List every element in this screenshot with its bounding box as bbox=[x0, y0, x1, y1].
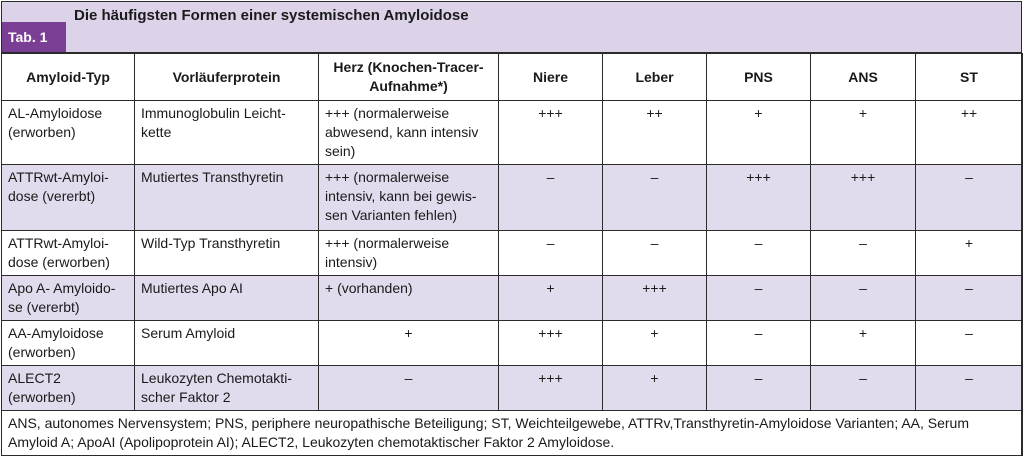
table-title: Die häufigsten Formen einer systemischen Amyloidose bbox=[74, 7, 469, 24]
cell-st: – bbox=[916, 321, 1023, 366]
cell-ans: – bbox=[811, 231, 916, 276]
cell-pns: +++ bbox=[707, 165, 811, 231]
cell-st: + bbox=[916, 231, 1023, 276]
cell-herz: +++ (normalerweise intensiv) bbox=[319, 231, 499, 276]
cell-niere: +++ bbox=[499, 321, 603, 366]
cell-st: – bbox=[916, 366, 1023, 411]
cell-herz: +++ (normalerweise intensiv, kann bei gewis-sen Varianten fehlen) bbox=[319, 165, 499, 231]
table-footnote: ANS, autonomes Nervensystem; PNS, periphere neuropathische Beteiligung; ST, Weichteilgewebe, ATTRv,Transthyretin-Amyloidose Varianten; AA, Serum Amyloid A; ApoAI (Apolipoprotein AI); ALECT2, Leukozyten chemotaktischer Faktor 2 Amyloidose. bbox=[2, 411, 1023, 456]
header-niere: Niere bbox=[499, 54, 603, 101]
header-leber: Leber bbox=[603, 54, 707, 101]
cell-vorlaeuferprotein: Leukozyten Chemotakti-scher Faktor 2 bbox=[135, 366, 319, 411]
cell-amyloid-typ: ATTRwt-Amyloi-dose (erworben) bbox=[2, 231, 135, 276]
cell-amyloid-typ: ATTRwt-Amyloi-dose (vererbt) bbox=[2, 165, 135, 231]
cell-ans: – bbox=[811, 366, 916, 411]
cell-amyloid-typ: ALECT2 (erworben) bbox=[2, 366, 135, 411]
cell-leber: – bbox=[603, 231, 707, 276]
cell-herz: – bbox=[319, 366, 499, 411]
cell-niere: – bbox=[499, 165, 603, 231]
cell-herz: +++ (normalerweise abwesend, kann intensiv sein) bbox=[319, 101, 499, 165]
cell-leber: + bbox=[603, 366, 707, 411]
cell-vorlaeuferprotein: Serum Amyloid bbox=[135, 321, 319, 366]
cell-vorlaeuferprotein: Mutiertes Transthyretin bbox=[135, 165, 319, 231]
cell-ans: + bbox=[811, 321, 916, 366]
cell-ans: – bbox=[811, 276, 916, 321]
table-frame bbox=[1, 1, 1022, 456]
cell-ans: +++ bbox=[811, 165, 916, 231]
header-pns: PNS bbox=[707, 54, 811, 101]
cell-amyloid-typ: AA-Amyloidose (erworben) bbox=[2, 321, 135, 366]
cell-leber: – bbox=[603, 165, 707, 231]
header-amyloid-typ: Amyloid-Typ bbox=[2, 54, 135, 101]
cell-herz: + bbox=[319, 321, 499, 366]
cell-niere: + bbox=[499, 276, 603, 321]
cell-leber: ++ bbox=[603, 101, 707, 165]
cell-vorlaeuferprotein: Mutiertes Apo AI bbox=[135, 276, 319, 321]
header-herz: Herz (Knochen-Tracer- Aufnahme*) bbox=[319, 54, 499, 101]
cell-pns: – bbox=[707, 321, 811, 366]
cell-pns: – bbox=[707, 276, 811, 321]
cell-st: – bbox=[916, 276, 1023, 321]
cell-vorlaeuferprotein: Wild-Typ Transthyretin bbox=[135, 231, 319, 276]
cell-niere: +++ bbox=[499, 366, 603, 411]
cell-pns: – bbox=[707, 231, 811, 276]
cell-herz: + (vorhanden) bbox=[319, 276, 499, 321]
cell-niere: +++ bbox=[499, 101, 603, 165]
header-vorlaeuferprotein: Vorläuferprotein bbox=[135, 54, 319, 101]
cell-st: ++ bbox=[916, 101, 1023, 165]
cell-amyloid-typ: AL-Amyloidose (erworben) bbox=[2, 101, 135, 165]
cell-niere: – bbox=[499, 231, 603, 276]
cell-ans: + bbox=[811, 101, 916, 165]
cell-pns: – bbox=[707, 366, 811, 411]
cell-pns: + bbox=[707, 101, 811, 165]
cell-vorlaeuferprotein: Immunoglobulin Leicht-kette bbox=[135, 101, 319, 165]
cell-leber: + bbox=[603, 321, 707, 366]
table-number-label: Tab. 1 bbox=[1, 22, 66, 52]
cell-amyloid-typ: Apo A- Amyloido-se (vererbt) bbox=[2, 276, 135, 321]
header-ans: ANS bbox=[811, 54, 916, 101]
cell-st: – bbox=[916, 165, 1023, 231]
cell-leber: +++ bbox=[603, 276, 707, 321]
header-st: ST bbox=[916, 54, 1023, 101]
